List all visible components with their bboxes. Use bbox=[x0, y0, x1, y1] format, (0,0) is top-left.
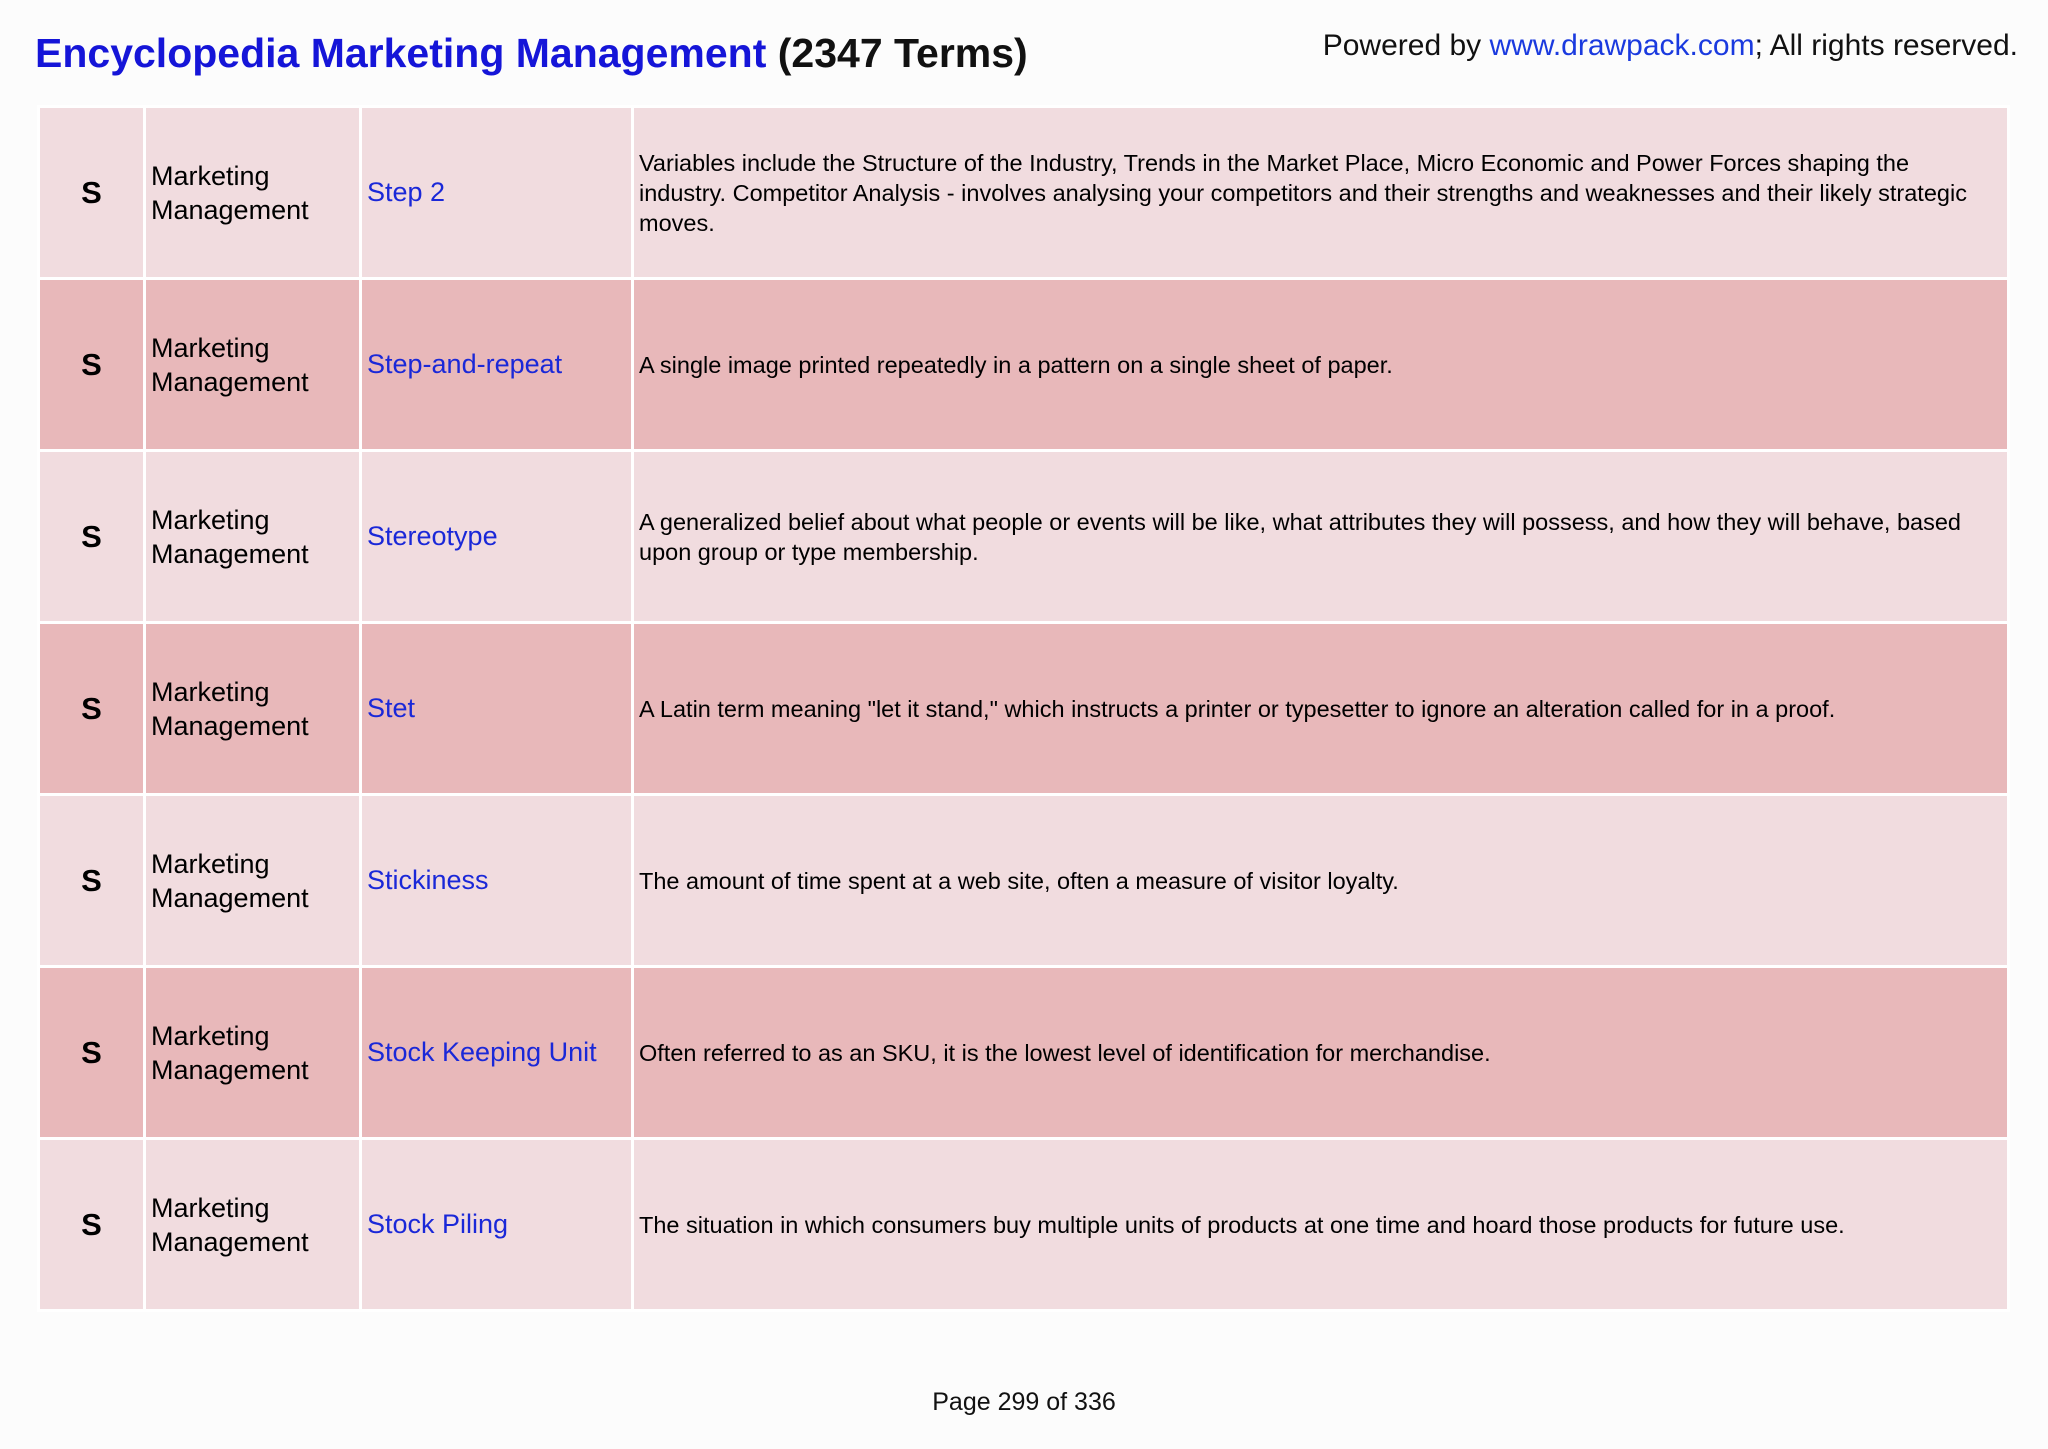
category-cell: Marketing Management bbox=[145, 623, 361, 795]
term-link[interactable]: Stet bbox=[361, 623, 633, 795]
term-link[interactable]: Stock Piling bbox=[361, 1139, 633, 1311]
category-cell: Marketing Management bbox=[145, 1139, 361, 1311]
definition-cell: The situation in which consumers buy multiple units of products at one time and hoard those products for future use. bbox=[633, 1139, 2009, 1311]
term-link[interactable]: Stereotype bbox=[361, 451, 633, 623]
table-row bbox=[39, 795, 2009, 967]
index-letter: S bbox=[39, 967, 145, 1139]
index-letter: S bbox=[39, 107, 145, 279]
table-row bbox=[39, 623, 2009, 795]
page-number: Page 299 of 336 bbox=[932, 1388, 1116, 1416]
category-cell: Marketing Management bbox=[145, 795, 361, 967]
table-row bbox=[39, 967, 2009, 1139]
rights-reserved-text: ; All rights reserved. bbox=[1754, 29, 2018, 62]
term-link[interactable]: Step 2 bbox=[361, 107, 633, 279]
title-term-count: (2347 Terms) bbox=[777, 30, 1028, 76]
definition-cell: Variables include the Structure of the Industry, Trends in the Market Place, Micro Economic and Power Forces shaping the industry. Competitor Analysis - involves analysing your competitors and their strengths and weaknesses and their likely strategic moves. bbox=[633, 107, 2009, 279]
category-cell: Marketing Management bbox=[145, 107, 361, 279]
category-cell: Marketing Management bbox=[145, 279, 361, 451]
drawpack-link[interactable]: www.drawpack.com bbox=[1489, 29, 1755, 62]
term-link[interactable]: Stock Keeping Unit bbox=[361, 967, 633, 1139]
definition-cell: The amount of time spent at a web site, often a measure of visitor loyalty. bbox=[633, 795, 2009, 967]
title-main: Encyclopedia Marketing Management bbox=[35, 30, 767, 76]
table-row bbox=[39, 279, 2009, 451]
page-header bbox=[0, 0, 2048, 105]
table-row bbox=[39, 107, 2009, 279]
powered-by-prefix: Powered by bbox=[1322, 29, 1490, 62]
category-cell: Marketing Management bbox=[145, 967, 361, 1139]
term-link[interactable]: Stickiness bbox=[361, 795, 633, 967]
index-letter: S bbox=[39, 623, 145, 795]
index-letter: S bbox=[39, 795, 145, 967]
definition-cell: Often referred to as an SKU, it is the lowest level of identification for merchandise. bbox=[633, 967, 2009, 1139]
category-cell: Marketing Management bbox=[145, 451, 361, 623]
definition-cell: A generalized belief about what people or events will be like, what attributes they will possess, and how they will behave, based upon group or type membership. bbox=[633, 451, 2009, 623]
index-letter: S bbox=[39, 1139, 145, 1311]
index-letter: S bbox=[39, 451, 145, 623]
term-link[interactable]: Step-and-repeat bbox=[361, 279, 633, 451]
definition-cell: A single image printed repeatedly in a pattern on a single sheet of paper. bbox=[633, 279, 2009, 451]
powered-by-notice bbox=[1323, 26, 2018, 66]
index-letter: S bbox=[39, 279, 145, 451]
definition-cell: A Latin term meaning "let it stand," which instructs a printer or typesetter to ignore an alteration called for in a proof. bbox=[633, 623, 2009, 795]
table-row bbox=[39, 451, 2009, 623]
table-row bbox=[39, 1139, 2009, 1311]
terms-table bbox=[37, 105, 2010, 1312]
page-title bbox=[35, 28, 1028, 78]
